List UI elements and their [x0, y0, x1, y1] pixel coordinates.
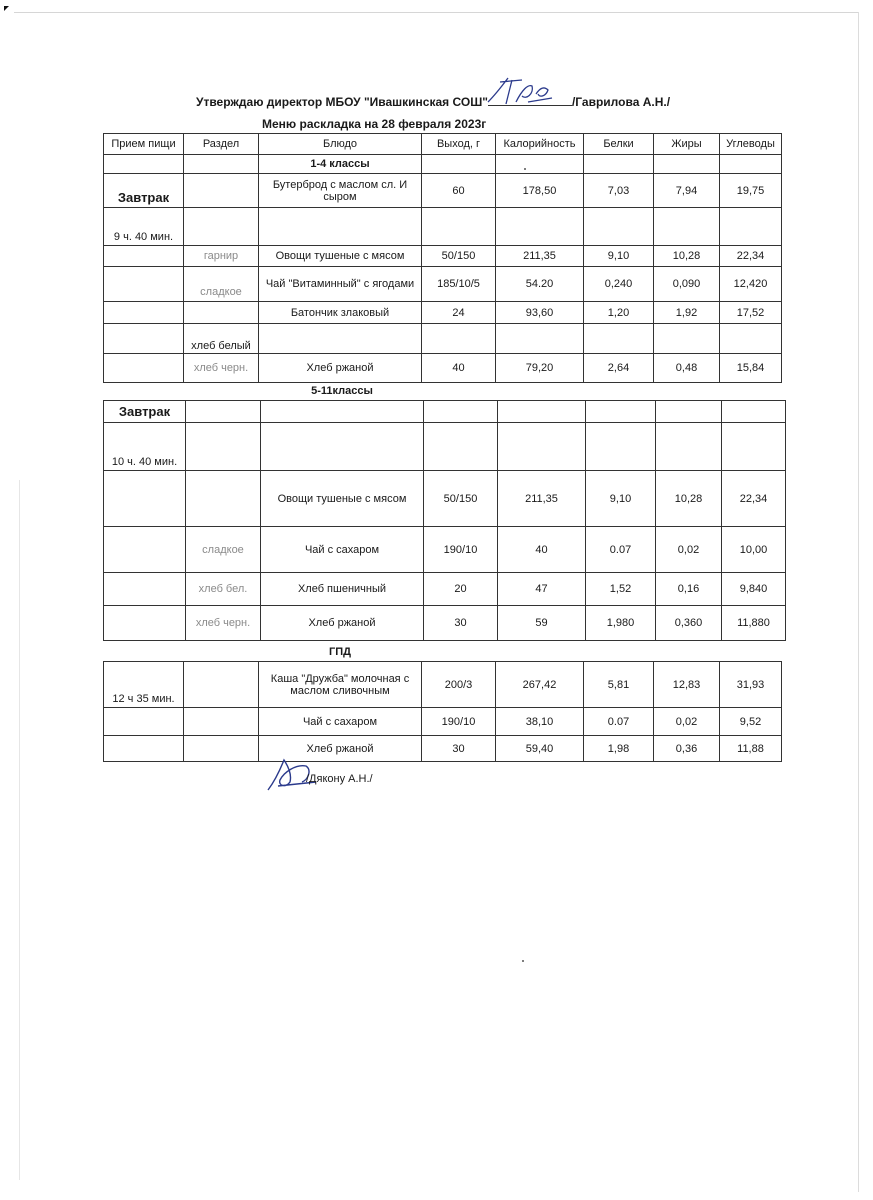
- output-cell: 30: [424, 606, 498, 641]
- table-row: [104, 174, 782, 208]
- approval-prefix: Утверждаю директор МБОУ "Ивашкинская СОШ": [196, 95, 488, 109]
- section-title: 1-4 классы: [259, 155, 422, 174]
- output-cell: 24: [422, 302, 496, 324]
- protein-cell: 9,10: [584, 246, 654, 267]
- fat-cell: 0,36: [654, 736, 720, 762]
- table-row: [104, 708, 782, 736]
- section-title-row: [104, 382, 786, 401]
- output-cell: 200/3: [422, 662, 496, 708]
- footer-signature-name: /Дякону А.Н./: [306, 773, 373, 785]
- fat-cell: 0,360: [656, 606, 722, 641]
- fat-cell: [656, 423, 722, 471]
- table-row: [104, 324, 782, 354]
- section-cell: гарнир: [184, 246, 259, 267]
- dish-cell: Овощи тушеные с мясом: [261, 471, 424, 527]
- protein-cell: 2,64: [584, 354, 654, 383]
- calories-cell: [496, 208, 584, 246]
- table-row: [104, 401, 786, 423]
- output-cell: 20: [424, 573, 498, 606]
- output-cell: 50/150: [424, 471, 498, 527]
- menu-table-grades-1-4: [103, 133, 782, 383]
- section-cell: [184, 708, 259, 736]
- section-title: ГПД: [329, 646, 351, 658]
- approval-line: [196, 95, 670, 109]
- section-cell: хлеб бел.: [186, 573, 261, 606]
- calories-cell: 59: [498, 606, 586, 641]
- section-cell: [184, 208, 259, 246]
- carbs-cell: 31,93: [720, 662, 782, 708]
- output-cell: 40: [422, 354, 496, 383]
- table-row: [104, 208, 782, 246]
- col-header-dish: Блюдо: [259, 134, 422, 155]
- meal-time: 12 ч 35 мин.: [104, 662, 184, 708]
- output-cell: [422, 208, 496, 246]
- section-cell: [184, 662, 259, 708]
- carbs-cell: 15,84: [720, 354, 782, 383]
- calories-cell: 79,20: [496, 354, 584, 383]
- table-row: [104, 527, 786, 573]
- output-cell: 185/10/5: [422, 267, 496, 302]
- calories-cell: 59,40: [496, 736, 584, 762]
- calories-cell: 40: [498, 527, 586, 573]
- fat-cell: [654, 208, 720, 246]
- fat-cell: 7,94: [654, 174, 720, 208]
- scan-edge-left: [19, 480, 20, 1180]
- carbs-cell: 17,52: [720, 302, 782, 324]
- section-title-row: [104, 643, 782, 662]
- output-cell: 30: [422, 736, 496, 762]
- fat-cell: 0,02: [656, 527, 722, 573]
- dish-cell: Чай "Витаминный" с ягодами: [259, 267, 422, 302]
- fat-cell: 10,28: [654, 246, 720, 267]
- calories-cell: 211,35: [496, 246, 584, 267]
- protein-cell: 0.07: [584, 708, 654, 736]
- table-row: [104, 354, 782, 383]
- dish-cell: [259, 324, 422, 354]
- section-cell: хлеб черн.: [184, 354, 259, 383]
- scan-speck: [524, 168, 526, 170]
- dish-cell: Батончик злаковый: [259, 302, 422, 324]
- carbs-cell: 9,52: [720, 708, 782, 736]
- calories-cell: 93,60: [496, 302, 584, 324]
- protein-cell: 0,240: [584, 267, 654, 302]
- carbs-cell: 11,88: [720, 736, 782, 762]
- scan-edge-right: [858, 12, 859, 1192]
- section-cell: [184, 736, 259, 762]
- dish-cell: Хлеб ржаной: [259, 354, 422, 383]
- meal-name: Завтрак: [118, 404, 171, 419]
- approval-suffix: /Гаврилова А.Н./: [571, 95, 671, 109]
- scan-speck: [522, 960, 524, 962]
- output-cell: [422, 324, 496, 354]
- protein-cell: 5,81: [584, 662, 654, 708]
- carbs-cell: 22,34: [722, 471, 786, 527]
- calories-cell: [496, 324, 584, 354]
- dish-cell: Чай с сахаром: [259, 708, 422, 736]
- table-row: [104, 246, 782, 267]
- calories-cell: 47: [498, 573, 586, 606]
- column-header-row: [104, 134, 782, 155]
- fat-cell: 0,090: [654, 267, 720, 302]
- protein-cell: 1,98: [584, 736, 654, 762]
- menu-table-gpd: [103, 643, 782, 762]
- protein-cell: [584, 324, 654, 354]
- fat-cell: 0,16: [656, 573, 722, 606]
- section-cell: [184, 174, 259, 208]
- section-cell: сладкое: [184, 267, 259, 302]
- calories-cell: 267,42: [496, 662, 584, 708]
- protein-cell: 7,03: [584, 174, 654, 208]
- output-cell: 190/10: [424, 527, 498, 573]
- table-row: [104, 423, 786, 471]
- fat-cell: [654, 324, 720, 354]
- calories-cell: [498, 423, 586, 471]
- dish-cell: Хлеб ржаной: [261, 606, 424, 641]
- meal-time: 9 ч. 40 мин.: [104, 208, 184, 246]
- section-cell: сладкое: [186, 527, 261, 573]
- carbs-cell: 12,420: [720, 267, 782, 302]
- scan-corner-mark: [4, 6, 9, 11]
- carbs-cell: [720, 208, 782, 246]
- meal-time: 10 ч. 40 мин.: [104, 423, 186, 471]
- carbs-cell: 9,840: [722, 573, 786, 606]
- col-header-fat: Жиры: [654, 134, 720, 155]
- protein-cell: [584, 208, 654, 246]
- table-row: [104, 736, 782, 762]
- carbs-cell: 11,880: [722, 606, 786, 641]
- table-row: [104, 573, 786, 606]
- col-header-carbs: Углеводы: [720, 134, 782, 155]
- calories-cell: 38,10: [496, 708, 584, 736]
- carbs-cell: 10,00: [722, 527, 786, 573]
- output-cell: 50/150: [422, 246, 496, 267]
- calories-cell: 211,35: [498, 471, 586, 527]
- fat-cell: 1,92: [654, 302, 720, 324]
- table-row: [104, 662, 782, 708]
- protein-cell: 1,980: [586, 606, 656, 641]
- protein-cell: [586, 423, 656, 471]
- fat-cell: 12,83: [654, 662, 720, 708]
- scan-edge-top: [14, 12, 859, 13]
- fat-cell: 0,48: [654, 354, 720, 383]
- section-cell: [186, 471, 261, 527]
- table-row: [104, 267, 782, 302]
- carbs-cell: [720, 324, 782, 354]
- menu-table-grades-5-11: [103, 382, 786, 641]
- section-cell: [184, 302, 259, 324]
- section-cell: хлеб черн.: [186, 606, 261, 641]
- protein-cell: 0.07: [586, 527, 656, 573]
- dish-cell: [259, 208, 422, 246]
- dish-cell: Хлеб ржаной: [259, 736, 422, 762]
- carbs-cell: 19,75: [720, 174, 782, 208]
- dish-cell: [261, 423, 424, 471]
- fat-cell: 0,02: [654, 708, 720, 736]
- protein-cell: 1,20: [584, 302, 654, 324]
- section-title: 5-11классы: [311, 385, 373, 397]
- director-signature: [482, 72, 558, 108]
- carbs-cell: 22,34: [720, 246, 782, 267]
- dish-cell: Хлеб пшеничный: [261, 573, 424, 606]
- col-header-calories: Калорийность: [496, 134, 584, 155]
- output-cell: 60: [422, 174, 496, 208]
- dish-cell: Овощи тушеные с мясом: [259, 246, 422, 267]
- menu-subtitle: Меню раскладка на 28 февраля 2023г: [262, 117, 487, 131]
- table-row: [104, 471, 786, 527]
- fat-cell: 10,28: [656, 471, 722, 527]
- output-cell: [424, 423, 498, 471]
- output-cell: 190/10: [422, 708, 496, 736]
- col-header-protein: Белки: [584, 134, 654, 155]
- table-row: [104, 606, 786, 641]
- protein-cell: 9,10: [586, 471, 656, 527]
- section-cell: хлеб белый: [184, 324, 259, 354]
- col-header-output: Выход, г: [422, 134, 496, 155]
- protein-cell: 1,52: [586, 573, 656, 606]
- section-cell: [186, 423, 261, 471]
- calories-cell: 178,50: [496, 174, 584, 208]
- dish-cell: Бутерброд с маслом сл. И сыром: [259, 174, 422, 208]
- col-header-section: Раздел: [184, 134, 259, 155]
- calories-cell: 54.20: [496, 267, 584, 302]
- section-title-row: [104, 155, 782, 174]
- dish-cell: Каша "Дружба" молочная с маслом сливочным: [259, 662, 422, 708]
- dish-cell: Чай с сахаром: [261, 527, 424, 573]
- table-row: [104, 302, 782, 324]
- carbs-cell: [722, 423, 786, 471]
- meal-name: Завтрак: [117, 190, 170, 205]
- col-header-meal: Прием пищи: [104, 134, 184, 155]
